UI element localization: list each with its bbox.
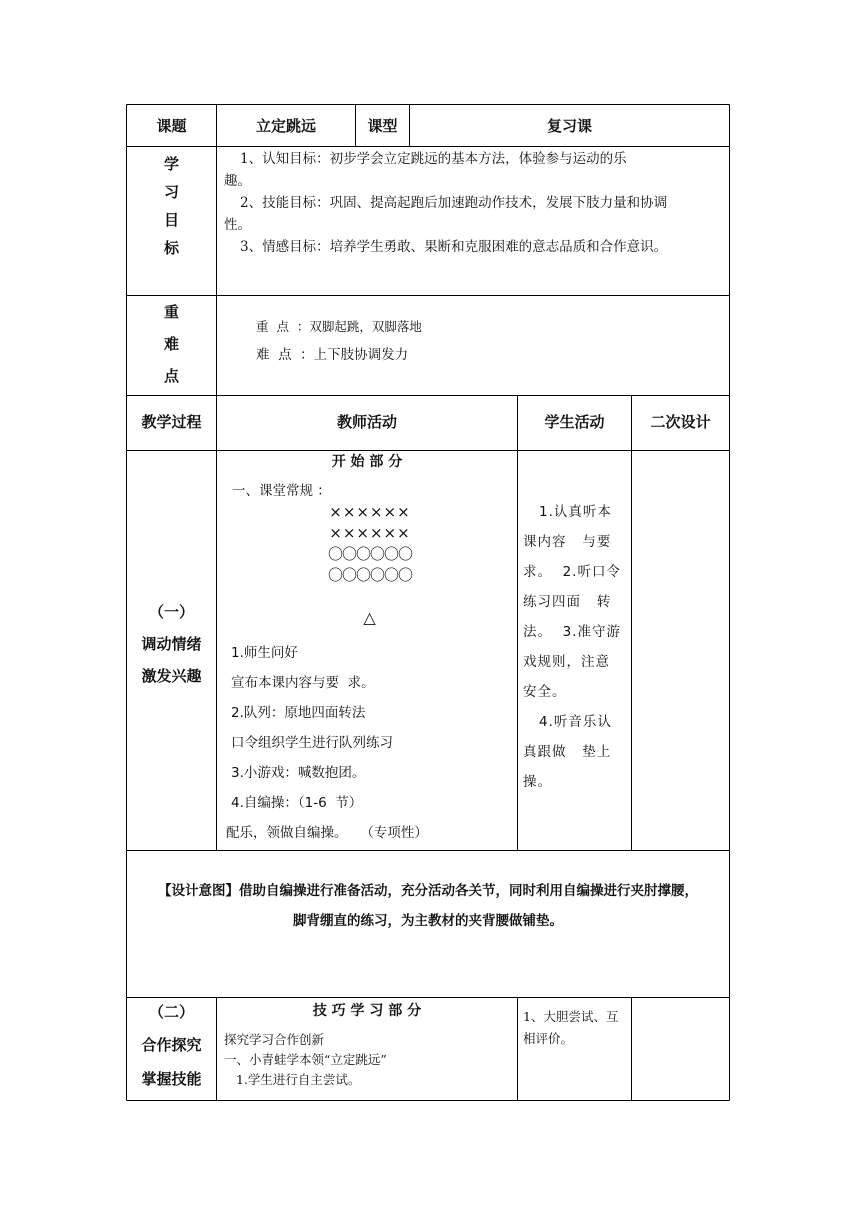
section2-label-line: 掌握技能 [141, 1070, 202, 1088]
objectives-label-char: 学 [163, 155, 179, 173]
teacher-position-icon: △ [363, 608, 377, 627]
keypoints-label-char: 点 [163, 367, 179, 385]
student-line: 真跟做 垫上 [523, 744, 612, 760]
key-difficulty: 难 点 ：上下肢协调发力 [256, 347, 409, 363]
step-line: 宣布本课内容与要 求。 [231, 675, 375, 691]
redesign-header: 二次设计 [650, 413, 711, 431]
topic-value: 立定跳远 [255, 117, 316, 135]
formation-row-x: ×××××× [329, 503, 411, 521]
teacher-activity-header: 教师活动 [336, 413, 397, 431]
step-line: 4.自编操：（1-6 节） [231, 795, 363, 811]
objective-line: 性。 [224, 217, 251, 233]
student-activity-header: 学生活动 [544, 413, 605, 431]
section2-line: 一、小青蛙学本领“立定跳远” [224, 1052, 387, 1067]
section2-student-line: 1、大胆尝试、互 [523, 1009, 619, 1024]
student-line: 1.认真听本 [539, 504, 612, 520]
section2-line: 探究学习合作创新 [224, 1032, 325, 1047]
section1-label [127, 596, 216, 692]
step-line: 1.师生问好 [231, 645, 298, 661]
teacher-steps [226, 638, 514, 848]
objective-line: 趣。 [224, 173, 251, 189]
topic-label: 课题 [156, 117, 187, 135]
section2-student-line: 相评价。 [523, 1031, 574, 1046]
section2-text [224, 1030, 514, 1090]
type-value: 复习课 [546, 117, 592, 135]
objectives-label-char: 标 [163, 239, 179, 257]
student-line: 课内容 与要 [523, 534, 612, 550]
objective-line: 2、技能目标：巩固、提高起跑后加速跑动作技术，发展下肢力量和协调 [240, 195, 668, 211]
student-line: 法。 3.准守游 [523, 624, 621, 640]
objectives-label [127, 150, 216, 262]
section1-label-line: 激发兴趣 [141, 667, 202, 685]
formation-row-o: 〇〇〇〇〇〇 [327, 545, 412, 563]
keypoints-label-char: 重 [163, 303, 179, 321]
objectives-label-char: 习 [163, 183, 179, 201]
design-intent [128, 876, 728, 936]
keypoints-label-char: 难 [163, 335, 179, 353]
section2-label [127, 996, 216, 1096]
section2-student-text [523, 1006, 629, 1050]
formation-row-x: ×××××× [329, 524, 411, 542]
student-line: 安全。 [523, 684, 567, 700]
step-line: 口令组织学生进行队列练习 [231, 735, 393, 751]
section2-title: 技 巧 学 习 部 分 [312, 1003, 422, 1019]
objectives-text [224, 148, 724, 258]
section1-label-line: 调动情绪 [141, 635, 202, 653]
student-line: 4.听音乐认 [539, 714, 612, 730]
keypoints-label [127, 296, 216, 392]
objective-line: 3、情感目标：培养学生勇敢、果断和克服困难的意志品质和合作意识。 [240, 239, 668, 255]
type-label: 课型 [367, 117, 398, 135]
formation-row-o: 〇〇〇〇〇〇 [327, 566, 412, 584]
section2-label-line: （二） [148, 1003, 194, 1021]
student-line: 戏规则，注意 [523, 654, 610, 670]
section2-line: 1.学生进行自主尝试。 [236, 1072, 361, 1087]
student-line: 练习四面 转 [523, 594, 612, 610]
step-line: 2.队列：原地四面转法 [231, 705, 366, 721]
student-line: 操。 [523, 774, 552, 790]
objectives-label-char: 目 [163, 211, 179, 229]
section2-label-line: 合作探究 [141, 1036, 202, 1054]
section1-label-line: （一） [148, 603, 194, 621]
process-col-label: 教学过程 [141, 413, 202, 431]
key-focus: 重 点 ：双脚起跳，双脚落地 [256, 319, 422, 334]
objective-line: 1、认知目标：初步学会立定跳远的基本方法，体验参与运动的乐 [240, 151, 627, 167]
class-routine: 一、课堂常规 ： [232, 483, 331, 499]
section1-title: 开 始 部 分 [331, 454, 403, 470]
design-intent-line: 【设计意图】借助自编操进行准备活动，充分活动各关节，同时利用自编操进行夹肘撑腰， [158, 883, 698, 899]
formation-diagram [300, 502, 440, 586]
step-line: 配乐，领做自编操。 （专项性） [226, 825, 428, 841]
design-intent-line: 脚背绷直的练习，为主教材的夹背腰做铺垫。 [293, 913, 563, 929]
student-line: 求。 2.听口令 [523, 564, 621, 580]
step-line: 3.小游戏：喊数抱团。 [231, 765, 366, 781]
student-activity-text [523, 497, 629, 797]
